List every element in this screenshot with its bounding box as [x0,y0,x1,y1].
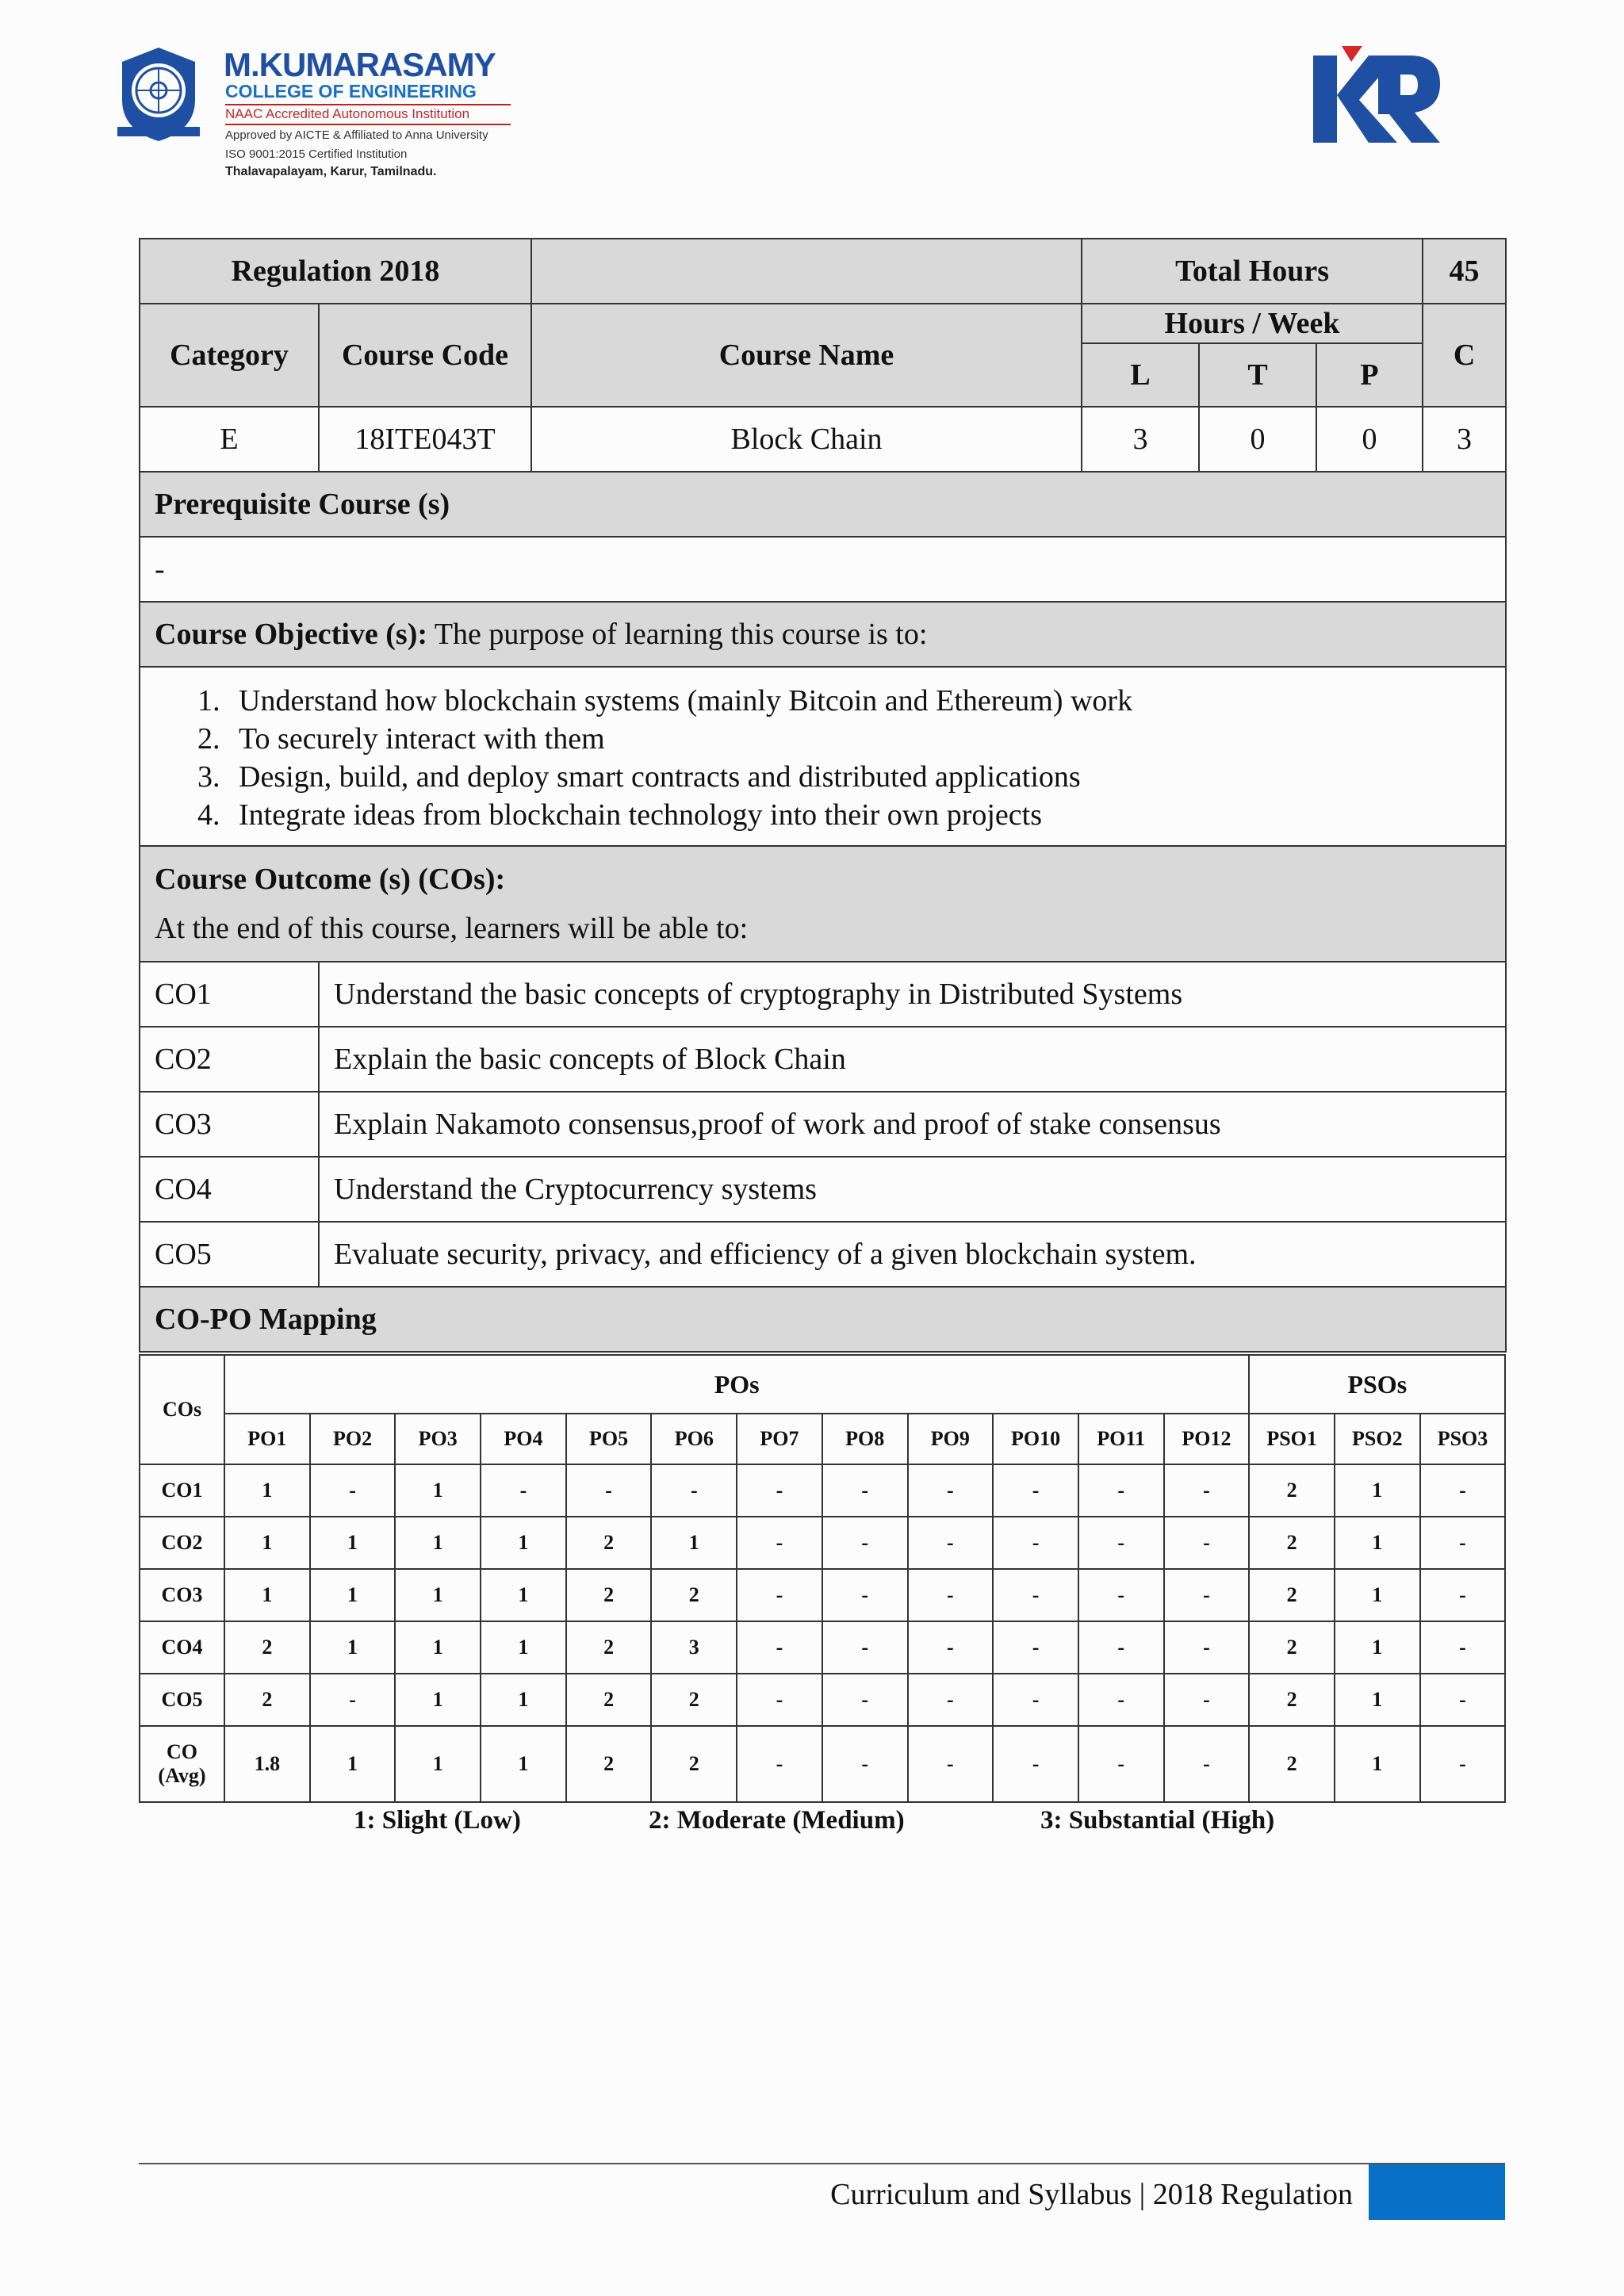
mapping-cell: 1 [651,1517,737,1569]
outcome-text: Explain the basic concepts of Block Chain [319,1027,1506,1092]
objective-item: 4. Integrate ideas from blockchain technology into their own projects [228,796,1505,834]
mapping-cell: - [1078,1726,1164,1802]
prerequisite-heading: Prerequisite Course (s) [140,472,1506,537]
column-header-po12: PO12 [1164,1414,1250,1464]
mapping-cell: 1 [1335,1569,1420,1621]
outcomes-label: Course Outcome (s) (COs): [155,863,506,896]
co-label: CO2 [140,1517,224,1569]
objectives-heading [140,602,1506,667]
mapping-cell: 1 [224,1517,310,1569]
institution-name: M.KUMARASAMY [224,46,496,83]
regulation-label: Regulation 2018 [140,239,531,304]
institution-logo [116,43,512,186]
mapping-cell: 1 [1335,1464,1420,1517]
mapping-cell: 1 [224,1464,310,1517]
mapping-cell: 1 [395,1569,481,1621]
mapping-cell: 1 [481,1517,566,1569]
column-header-pso2: PSO2 [1335,1414,1420,1464]
mapping-cell: - [1164,1517,1250,1569]
mapping-cell: 1.8 [224,1726,310,1802]
mapping-cell: 1 [395,1621,481,1674]
mapping-cell: 2 [1249,1569,1335,1621]
course-details-table [139,238,1507,1353]
mapping-cell: - [822,1569,908,1621]
outcome-text: Evaluate security, privacy, and efficiency of a given blockchain system. [319,1222,1506,1287]
practical-value: 0 [1316,407,1423,472]
mapping-cell: 1 [310,1621,396,1674]
objectives-label: Course Objective (s): [155,618,428,651]
mapping-cell: 2 [224,1621,310,1674]
mapping-cell: 1 [310,1517,396,1569]
mapping-cell: - [993,1674,1078,1726]
mapping-cell: - [1078,1517,1164,1569]
iso-text: ISO 9001:2015 Certified Institution [225,147,408,161]
mapping-cell: - [737,1621,822,1674]
outcome-code: CO5 [140,1222,319,1287]
objectives-list [140,668,1505,845]
mapping-cell: 2 [651,1569,737,1621]
mapping-cell: - [822,1464,908,1517]
mapping-cell: 2 [1249,1726,1335,1802]
column-header-po4: PO4 [481,1414,566,1464]
tutorial-value: 0 [1199,407,1316,472]
mapping-cell: - [1420,1726,1506,1802]
co-label: CO3 [140,1569,224,1621]
mapping-cell: 2 [566,1621,652,1674]
mapping-cell: - [1164,1464,1250,1517]
outcome-text: Understand the basic concepts of cryptography in Distributed Systems [319,962,1506,1027]
mapping-cell: - [1164,1674,1250,1726]
outcome-text: Understand the Cryptocurrency systems [319,1157,1506,1222]
mapping-cell: - [822,1517,908,1569]
mapping-cell: - [822,1621,908,1674]
tutorial-header: T [1199,343,1316,407]
footer-text: Curriculum and Syllabus | 2018 Regulation [830,2178,1353,2211]
mapping-cell: 2 [1249,1517,1335,1569]
mapping-cell: - [651,1464,737,1517]
co-label: CO5 [140,1674,224,1726]
mapping-row [140,1674,1505,1726]
mapping-cell: - [993,1517,1078,1569]
mapping-cell: - [1078,1569,1164,1621]
mapping-cell: 1 [1335,1517,1420,1569]
category-value: E [140,407,319,472]
footer-divider [139,2163,1505,2164]
course-name-header: Course Name [531,304,1082,407]
credits-header: C [1423,304,1506,407]
outcomes-heading [140,846,1506,962]
kr-logo-icon [1310,44,1443,147]
mapping-cell: - [1420,1464,1506,1517]
outcome-code: CO1 [140,962,319,1027]
column-header-po9: PO9 [908,1414,994,1464]
category-header: Category [140,304,319,407]
mapping-cell: 1 [1335,1726,1420,1802]
outcome-code: CO2 [140,1027,319,1092]
co-label: CO4 [140,1621,224,1674]
column-header-po7: PO7 [737,1414,822,1464]
column-header-po11: PO11 [1078,1414,1164,1464]
naac-accreditation: NAAC Accredited Autonomous Institution [225,106,470,121]
mapping-cell: - [822,1674,908,1726]
objective-item: 2. To securely interact with them [228,720,1505,758]
mapping-cell: - [993,1569,1078,1621]
mapping-row [140,1621,1505,1674]
mapping-cell: 2 [651,1726,737,1802]
college-emblem-icon [116,44,201,144]
mapping-row [140,1464,1505,1517]
co-label: CO1 [140,1464,224,1517]
blank-cell [531,239,1082,304]
objective-item: 3. Design, build, and deploy smart contracts and distributed applications [228,758,1505,796]
credits-value: 3 [1423,407,1506,472]
psos-header: PSOs [1249,1355,1505,1414]
mapping-cell: - [1420,1517,1506,1569]
total-hours-value: 45 [1423,239,1506,304]
pos-header: POs [224,1355,1249,1414]
mapping-cell: 2 [224,1674,310,1726]
mapping-cell: 2 [566,1674,652,1726]
prerequisite-value: - [140,537,1506,602]
legend-medium: 2: Moderate (Medium) [649,1806,905,1835]
mapping-cell: 1 [481,1569,566,1621]
divider [225,124,511,125]
hours-week-header: Hours / Week [1082,304,1423,343]
course-code-value: 18ITE043T [319,407,531,472]
mapping-cell: - [737,1726,822,1802]
mapping-cell: - [1164,1569,1250,1621]
course-code-header: Course Code [319,304,531,407]
mapping-cell: 1 [1335,1674,1420,1726]
lecture-header: L [1082,343,1199,407]
mapping-cell: - [908,1569,994,1621]
objective-item: 1. Understand how blockchain systems (mainly Bitcoin and Ethereum) work [228,682,1505,720]
mapping-cell: 1 [395,1726,481,1802]
practical-header: P [1316,343,1423,407]
mapping-cell: - [822,1726,908,1802]
column-header-po10: PO10 [993,1414,1078,1464]
course-name-value: Block Chain [531,407,1082,472]
mapping-cell: 3 [651,1621,737,1674]
mapping-cell: - [1164,1726,1250,1802]
mapping-cell: - [993,1464,1078,1517]
mapping-cell: 1 [395,1517,481,1569]
mapping-cell: - [1078,1621,1164,1674]
co-label: CO (Avg) [140,1726,224,1802]
column-header-po6: PO6 [651,1414,737,1464]
column-header-pso1: PSO1 [1249,1414,1335,1464]
mapping-cell: - [737,1674,822,1726]
mapping-cell: 1 [224,1569,310,1621]
mapping-cell: - [908,1621,994,1674]
mapping-cell: - [310,1674,396,1726]
mapping-cell: - [908,1674,994,1726]
institution-subtitle: COLLEGE OF ENGINEERING [225,81,477,101]
mapping-cell: - [1078,1464,1164,1517]
mapping-cell: 1 [395,1464,481,1517]
cos-header: COs [140,1355,224,1464]
column-header-po3: PO3 [395,1414,481,1464]
mapping-cell: 2 [566,1726,652,1802]
mapping-cell: - [908,1517,994,1569]
mapping-cell: - [908,1726,994,1802]
total-hours-label: Total Hours [1082,239,1423,304]
mapping-cell: - [993,1726,1078,1802]
co-po-mapping-table [139,1354,1506,1803]
approval-text: Approved by AICTE & Affiliated to Anna University [225,128,488,142]
column-header-po5: PO5 [566,1414,652,1464]
legend-low: 1: Slight (Low) [354,1806,521,1835]
mapping-cell: 2 [651,1674,737,1726]
mapping-cell: - [1164,1621,1250,1674]
mapping-cell: 1 [310,1726,396,1802]
mapping-heading: CO-PO Mapping [140,1287,1506,1352]
mapping-cell: - [566,1464,652,1517]
mapping-cell: 1 [310,1569,396,1621]
mapping-cell: - [737,1464,822,1517]
mapping-row [140,1517,1505,1569]
mapping-cell: 1 [395,1674,481,1726]
divider [225,104,511,105]
mapping-cell: 2 [566,1517,652,1569]
column-header-pso3: PSO3 [1420,1414,1506,1464]
column-header-po1: PO1 [224,1414,310,1464]
outcome-code: CO3 [140,1092,319,1157]
outcome-code: CO4 [140,1157,319,1222]
mapping-cell: - [481,1464,566,1517]
mapping-cell: - [908,1464,994,1517]
mapping-row [140,1726,1505,1802]
objectives-intro: The purpose of learning this course is to: [427,618,928,651]
mapping-cell: - [1420,1569,1506,1621]
mapping-cell: 1 [481,1621,566,1674]
mapping-cell: 1 [481,1674,566,1726]
mapping-cell: 2 [1249,1674,1335,1726]
mapping-cell: 2 [1249,1621,1335,1674]
legend-high: 3: Substantial (High) [1040,1806,1275,1835]
mapping-row [140,1569,1505,1621]
column-header-po8: PO8 [822,1414,908,1464]
mapping-cell: - [1420,1621,1506,1674]
mapping-cell: 2 [1249,1464,1335,1517]
mapping-cell: - [993,1621,1078,1674]
mapping-cell: 1 [1335,1621,1420,1674]
mapping-cell: - [1078,1674,1164,1726]
mapping-cell: - [310,1464,396,1517]
lecture-value: 3 [1082,407,1199,472]
mapping-cell: - [737,1569,822,1621]
mapping-cell: - [737,1517,822,1569]
mapping-cell: 1 [481,1726,566,1802]
mapping-cell: 2 [566,1569,652,1621]
outcomes-intro: At the end of this course, learners will be able to: [155,912,749,945]
location-text: Thalavapalayam, Karur, Tamilnadu. [225,165,437,178]
outcome-text: Explain Nakamoto consensus,proof of work and proof of stake consensus [319,1092,1506,1157]
footer-accent-block [1369,2164,1505,2220]
column-header-po2: PO2 [310,1414,396,1464]
mapping-cell: - [1420,1674,1506,1726]
objectives-list-cell [140,667,1506,846]
